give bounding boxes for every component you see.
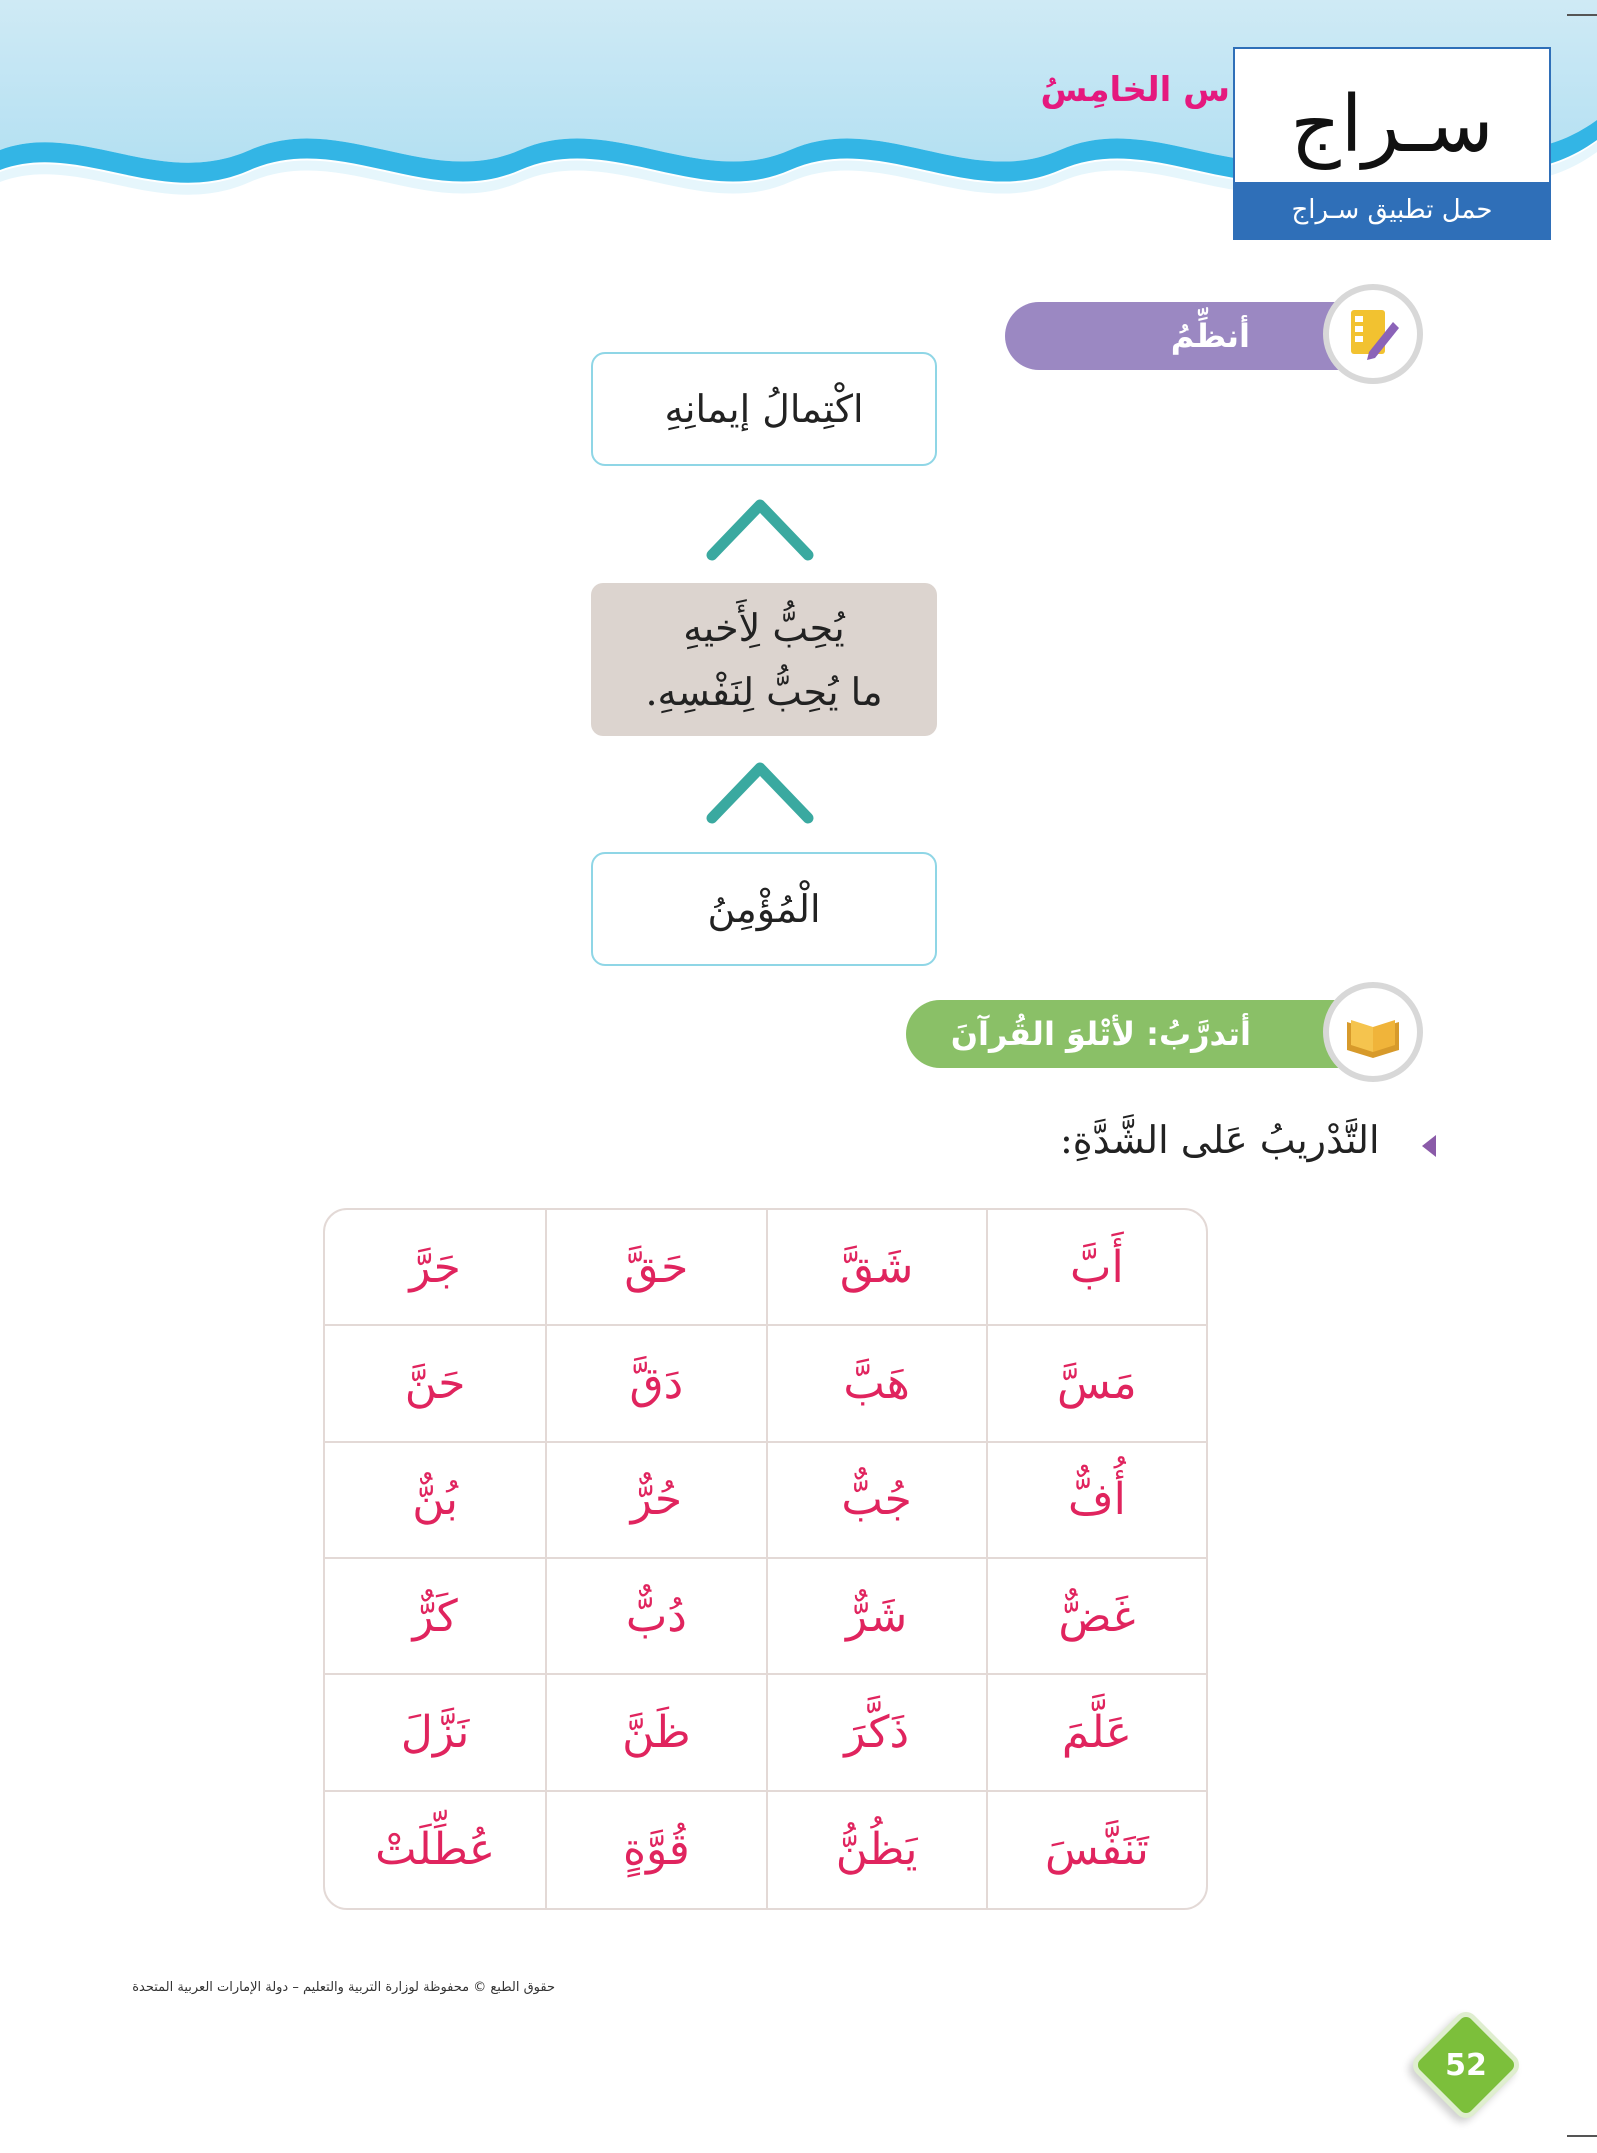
shadda-practice-subtitle: التَّدْريبُ عَلى الشَّدَّةِ: — [1060, 1118, 1380, 1162]
concept-middle-line2: ما يُحِبُّ لِنَفْسِهِ. — [645, 669, 883, 714]
table-cell: تَنَفَّسَ — [986, 1792, 1206, 1908]
open-book-icon — [1323, 982, 1423, 1082]
table-cell: جُبٌّ — [766, 1443, 986, 1559]
notepad-pencil-icon — [1323, 284, 1423, 384]
table-cell: حُرٌّ — [545, 1443, 765, 1559]
table-cell: أُفٌّ — [986, 1443, 1206, 1559]
concept-box-top — [591, 352, 937, 466]
table-cell: قُوَّةٍ — [545, 1792, 765, 1908]
table-cell: غَضٌّ — [986, 1559, 1206, 1675]
page-number-badge — [1408, 2007, 1524, 2123]
copyright-footer: حقوق الطبع © محفوظة لوزارة التربية والتعليم – دولة الإمارات العربية المتحدة — [132, 1980, 555, 1995]
concept-middle-line1: يُحِبُّ لِأَخيهِ — [683, 605, 845, 650]
crop-mark-bottom — [1567, 2135, 1597, 2137]
table-cell: نَزَّلَ — [325, 1675, 545, 1791]
table-cell: يَظُنُّ — [766, 1792, 986, 1908]
table-cell: دُبٌّ — [545, 1559, 765, 1675]
practice-section-title: أتدرَّبُ: لأتْلوَ القُرآنَ الكَريمَ: — [906, 1000, 1401, 1068]
table-cell: جَرَّ — [325, 1210, 545, 1326]
table-cell: أَبَّ — [986, 1210, 1206, 1326]
table-cell: ظَنَّ — [545, 1675, 765, 1791]
siraj-download-strip[interactable]: حمل تطبيق سـراج — [1235, 182, 1549, 238]
bullet-triangle-icon — [1422, 1135, 1436, 1157]
concept-box-bottom — [591, 852, 937, 966]
concepts-section-title: أنظِّمُ مَفاهيمي: — [1005, 302, 1400, 370]
table-cell: شَرٌّ — [766, 1559, 986, 1675]
table-cell: عَلَّمَ — [986, 1675, 1206, 1791]
table-cell: شَقَّ — [766, 1210, 986, 1326]
siraj-app-banner[interactable] — [1233, 47, 1551, 240]
siraj-logo — [1255, 59, 1529, 189]
table-cell: مَسَّ — [986, 1326, 1206, 1442]
table-cell: هَبَّ — [766, 1326, 986, 1442]
table-cell: كَرٌّ — [325, 1559, 545, 1675]
table-cell: ذَكَّرَ — [766, 1675, 986, 1791]
table-cell: حَقَّ — [545, 1210, 765, 1326]
table-cell: عُطِّلَتْ — [375, 1824, 496, 1876]
chevron-up-icon — [700, 485, 820, 565]
concept-bottom-text: الْمُؤْمِنُ — [707, 887, 821, 931]
concept-top-text: اكْتِمالُ إيمانِهِ — [664, 387, 864, 431]
page-number: 52 — [1445, 2047, 1487, 2083]
table-cell: بُنٌّ — [325, 1443, 545, 1559]
crop-mark-top — [1567, 14, 1597, 16]
chevron-up-icon — [700, 748, 820, 828]
shadda-table — [323, 1208, 1208, 1910]
lesson-title: س الخامِسُ — [1040, 70, 1230, 110]
concept-box-middle — [591, 583, 937, 736]
table-cell: حَنَّ — [325, 1326, 545, 1442]
siraj-logo-text: سـراج — [1290, 80, 1494, 170]
table-cell: دَقَّ — [545, 1326, 765, 1442]
